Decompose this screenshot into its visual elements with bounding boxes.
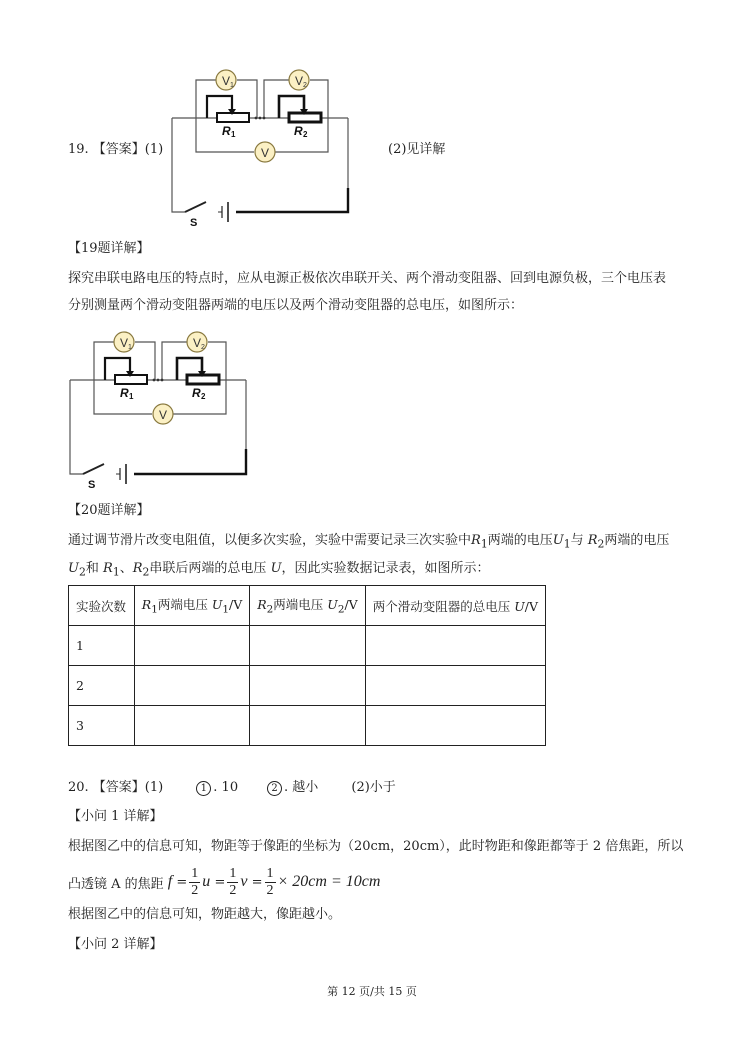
r2-sub: 2 [303, 130, 308, 139]
v1-label: V [222, 74, 231, 88]
circuit-diagram-1 [160, 62, 360, 228]
q20-answer-line: 20. 【答案】(1) 1 . 10 2 . 越小 (2)小于 [68, 780, 396, 795]
circled-1: 1 [196, 781, 211, 796]
circled-2: 2 [267, 781, 282, 796]
row-index: 1 [69, 626, 135, 666]
v2-label: V [193, 336, 202, 350]
table-row [69, 666, 546, 706]
r1-label: R [120, 386, 129, 400]
v1-sub: 1 [128, 344, 132, 351]
table-row [69, 706, 546, 746]
row-index: 3 [69, 706, 135, 746]
v2-label: V [295, 74, 304, 88]
v2-sub: 2 [201, 344, 205, 351]
q20-sub1-heading: 【小问 1 详解】 [68, 809, 163, 824]
r1-sub: 1 [129, 392, 134, 401]
v-label: V [159, 408, 168, 422]
header-u2: $R_2$两端电压 $U_2/V$ [250, 586, 365, 626]
circuit-diagram-2 [58, 324, 258, 490]
q20-table-para-line2: $U_2$和 $R_1$、$R_2$串联后两端的总电压 U，因此实验数据记录表，如图所示： [68, 561, 490, 579]
header-u-total: 两个滑动变阻器的总电压 U/V [365, 586, 545, 626]
r2-label: R [192, 386, 201, 400]
v2-sub: 2 [303, 82, 307, 89]
q19-answer-part2: (2)见详解 [388, 142, 446, 157]
page-footer: 第 12 页/共 15 页 [327, 985, 417, 998]
q19-detail-heading: 【19题详解】 [68, 241, 150, 256]
q20-table-para-line1: 通过调节滑片改变电阻值，以便多次实验，实验中需要记录三次实验中$R_1$两端的电压$U_1$与 $R_2$两端的电压 [68, 533, 670, 551]
row-index: 2 [69, 666, 135, 706]
r1-label: R [222, 124, 231, 138]
v-label: V [261, 146, 270, 160]
q20-detail-heading: 【20题详解】 [68, 503, 150, 518]
focal-length-equation: 凸透镜 A 的焦距 f = $\frac{1}{2}$ u = $\frac{1}{2}$ v = $\frac{1}{2}$ × 20cm = 10cm [68, 865, 381, 898]
table-row [69, 626, 546, 666]
r2-label: R [294, 124, 303, 138]
record-table [68, 585, 546, 746]
r2-sub: 2 [201, 392, 206, 401]
header-u1: $R_1$两端电压 $U_1/V$ [134, 586, 249, 626]
table-header-row [69, 586, 546, 626]
v1-sub: 1 [230, 82, 234, 89]
q20-sub1-line2: 根据图乙中的信息可知，物距越大，像距越小。 [68, 907, 342, 922]
switch-label: S [190, 217, 198, 228]
v1-label: V [120, 336, 129, 350]
header-trial: 实验次数 [69, 586, 135, 626]
q19-answer-label: 19. 【答案】(1) [68, 142, 164, 157]
q19-para-line1: 探究串联电路电压的特点时，应从电源正极依次串联开关、两个滑动变阻器、回到电源负极，三个电压表 [68, 271, 667, 286]
switch-label: S [88, 479, 96, 490]
q20-sub1-line1: 根据图乙中的信息可知，物距等于像距的坐标为（20cm，20cm），此时物距和像距都等于 2 倍焦距，所以 [68, 839, 684, 854]
r1-sub: 1 [231, 130, 236, 139]
q20-sub2-heading: 【小问 2 详解】 [68, 937, 163, 952]
q19-para-line2: 分别测量两个滑动变阻器两端的电压以及两个滑动变阻器的总电压，如图所示： [68, 298, 524, 313]
